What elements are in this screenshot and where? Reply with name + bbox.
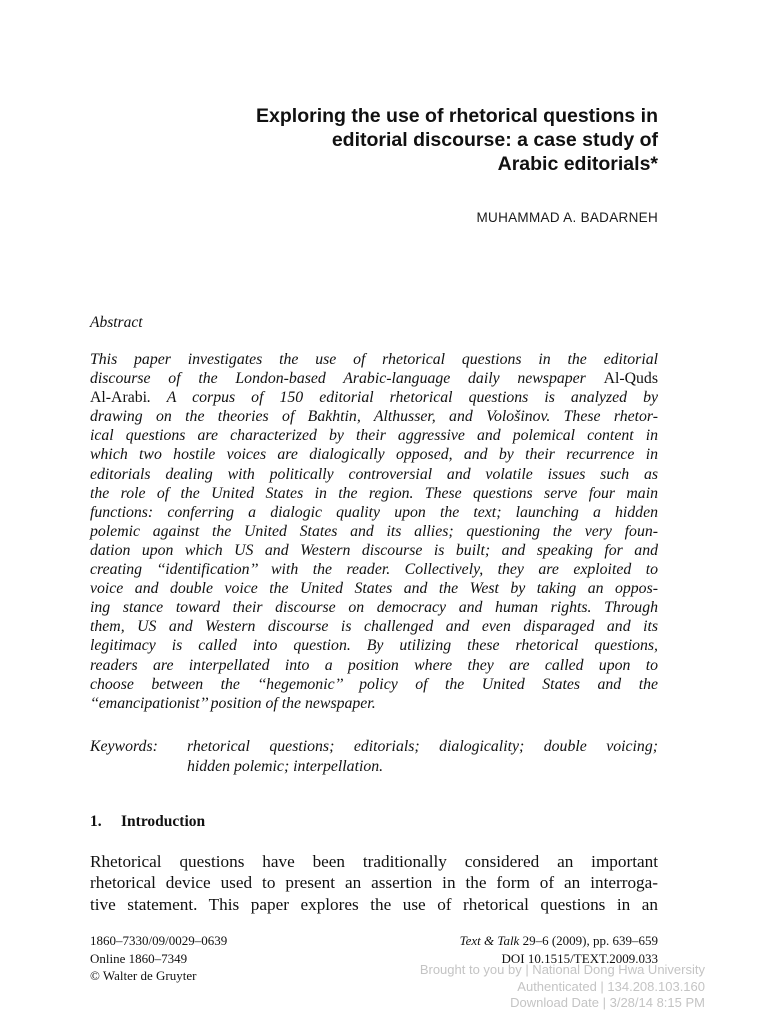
abstract-line: readers are interpellated into a position where they are called upon to [90, 656, 658, 674]
watermark-line: Brought to you by | National Dong Hwa University [419, 962, 705, 977]
journal-name: Text & Talk [459, 933, 520, 948]
section-heading [90, 813, 205, 831]
publisher: © Walter de Gruyter [90, 968, 197, 983]
section-number: 1. [90, 813, 102, 830]
author-name: MUHAMMAD A. BADARNEH [476, 210, 658, 225]
article-title-line: Arabic editorials* [497, 153, 658, 175]
abstract-line: polemic against the United States and its allies; questioning the very foun- [90, 522, 658, 540]
abstract-line: drawing on the theories of Bakhtin, Althusser, and Vološinov. These rhetor- [90, 408, 658, 426]
abstract-line: which two hostile voices are dialogically opposed, and by their recurrence in [90, 446, 658, 464]
article-title [138, 104, 658, 176]
abstract-heading: Abstract [90, 314, 143, 331]
watermark-line: Authenticated | 134.208.103.160 [517, 978, 705, 994]
keywords-line: rhetorical questions; editorials; dialogicality; double voicing; [187, 738, 658, 755]
abstract-line: ical questions are characterized by their aggressive and polemical content in [90, 427, 658, 445]
abstract-line: dation upon which US and Western discourse is built; and speaking for and [90, 541, 658, 559]
citation-details: 29–6 (2009), pp. 639–659 [519, 933, 658, 948]
introduction-line: tive statement. This paper explores the use of rhetorical questions in an [90, 894, 658, 914]
watermark-line: Download Date | 3/28/14 8:15 PM [510, 995, 705, 1010]
download-watermark [420, 962, 705, 1012]
abstract-line [90, 388, 658, 407]
abstract-line-text: discourse of the London-based Arabic-language daily newspaper [90, 370, 586, 388]
journal-citation [460, 932, 658, 950]
abstract-line: ‘‘emancipationist’’ position of the newspaper. [90, 694, 376, 712]
abstract-body [90, 350, 658, 713]
abstract-line: This paper investigates the use of rhetorical questions in the editorial [90, 351, 658, 368]
introduction-body [90, 851, 658, 915]
keywords-list [187, 737, 658, 776]
introduction-line: Rhetorical questions have been traditionally considered an important [90, 852, 658, 871]
abstract-line: legitimacy is called into question. By utilizing these rhetorical questions, [90, 637, 658, 655]
abstract-line-text: . A corpus of 150 editorial rhetorical questions is analyzed by [147, 389, 658, 407]
keywords-label: Keywords: [90, 738, 158, 755]
abstract-line: ing stance toward their discourse on democracy and human rights. Through [90, 599, 658, 617]
issn-print: 1860–7330/09/0029–0639 [90, 933, 228, 948]
abstract-line: creating ‘‘identification’’ with the reader. Collectively, they are exploited to [90, 561, 658, 579]
newspaper-name: Al-Arabi [90, 389, 148, 407]
abstract-line: choose between the ‘‘hegemonic’’ policy of the United States and the [90, 675, 658, 693]
abstract-line: editorials dealing with politically controversial and volatile issues such as [90, 465, 658, 483]
footer-publication-info [90, 932, 227, 985]
section-title: Introduction [121, 813, 206, 830]
article-title-line: editorial discourse: a case study of [331, 129, 658, 151]
introduction-line: rhetorical device used to present an assertion in the form of an interroga- [90, 873, 658, 893]
keywords-line: hidden polemic; interpellation. [187, 757, 384, 775]
abstract-line: functions: conferring a dialogic quality upon the text; launching a hidden [90, 503, 658, 521]
doi: DOI 10.1515/TEXT.2009.033 [501, 950, 658, 966]
article-title-line: Exploring the use of rhetorical questions in [256, 105, 658, 127]
abstract-line: the role of the United States in the region. These questions serve four main [90, 484, 658, 502]
abstract-line [90, 369, 658, 388]
abstract-line: them, US and Western discourse is challenged and even disparaged and its [90, 618, 658, 636]
issn-online: Online 1860–7349 [90, 950, 188, 966]
newspaper-name: Al-Quds [603, 370, 658, 388]
abstract-line: voice and double voice the United States and the West by taking an oppos- [90, 580, 658, 598]
